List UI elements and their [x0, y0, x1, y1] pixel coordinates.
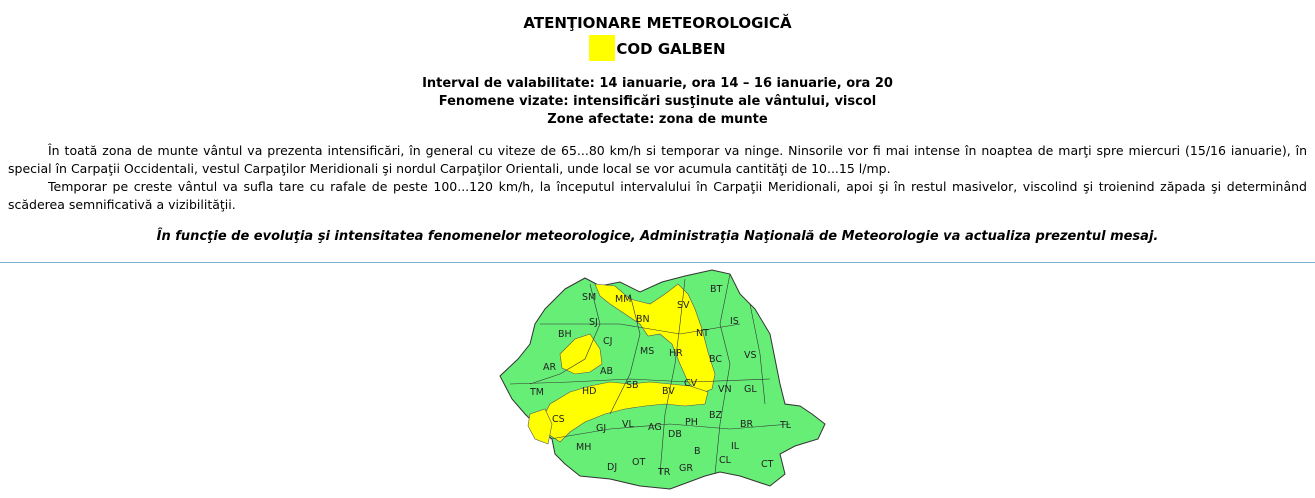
county-label: OT: [632, 457, 646, 468]
county-label: MM: [615, 294, 632, 305]
county-label: DJ: [607, 462, 618, 473]
warning-code-label: COD GALBEN: [616, 40, 726, 58]
county-label: TM: [530, 387, 544, 398]
warning-meta: [0, 75, 1315, 129]
warning-code: [0, 35, 1315, 61]
county-label: BR: [740, 419, 754, 430]
county-label: DB: [668, 429, 682, 440]
county-label: SJ: [589, 317, 598, 328]
county-label: AR: [543, 362, 557, 373]
yellow-code-swatch: [589, 35, 615, 61]
county-label: VS: [744, 350, 757, 361]
county-label: BZ: [709, 410, 723, 421]
county-label: BN: [636, 314, 650, 325]
county-label: MS: [640, 346, 655, 357]
county-label: BT: [710, 284, 723, 295]
county-label: MH: [576, 442, 592, 453]
county-label: CS: [552, 414, 565, 425]
county-label: VN: [718, 384, 732, 395]
county-label: IS: [730, 316, 739, 327]
county-label: GJ: [596, 423, 607, 434]
county-label: SB: [626, 380, 639, 391]
romania-warning-map: [490, 264, 830, 498]
county-label: SM: [582, 292, 597, 303]
county-label: NT: [696, 328, 709, 339]
update-note: În funcţie de evoluţia şi intensitatea fenomenelor meteorologice, Administraţia Naţională de Meteorologie va actualiza prezentul mesaj.: [156, 229, 1159, 244]
page-title: ATENŢIONARE METEOROLOGICĂ: [523, 14, 792, 32]
county-label: TR: [658, 467, 671, 478]
county-label: SV: [677, 300, 690, 311]
warning-description: [8, 142, 1307, 214]
paragraph: În toată zona de munte vântul va prezenta intensificări, în general cu viteze de 65...80 km/h si temporar va ninge. Ninsorile vor fi mai intense în noaptea de marţi spre miercuri (15/16 ianuarie), în special în Carpaţii Occidentali, vestul Carpaţilor Meridionali şi nordul Carpaţilor Orientali, unde local se vor acumula cantităţi de 10...15 l/mp.: [8, 143, 1307, 176]
county-label: BH: [558, 329, 572, 340]
county-label: AB: [600, 366, 614, 377]
validity-interval: Interval de valabilitate: 14 ianuarie, ora 14 – 16 ianuarie, ora 20: [422, 76, 893, 91]
divider: [0, 262, 1315, 263]
county-label: AG: [648, 422, 662, 433]
county-label: CL: [719, 455, 731, 466]
county-label: BC: [709, 354, 722, 365]
affected-zones: Zone afectate: zona de munte: [547, 112, 768, 127]
county-label: HD: [582, 386, 597, 397]
county-label: GL: [744, 384, 757, 395]
county-label: IL: [731, 441, 740, 452]
paragraph: Temporar pe creste vântul va sufla tare cu rafale de peste 100...120 km/h, la începutul intervalului în Carpaţii Meridionali, apoi şi în restul masivelor, viscolind şi troienind zăpada şi determinând scăderea semnificativă a vizibilităţii.: [8, 179, 1307, 212]
county-label: HR: [669, 348, 683, 359]
county-label: CJ: [603, 336, 613, 347]
county-label: PH: [685, 417, 698, 428]
county-label: CV: [684, 378, 698, 389]
phenomena: Fenomene vizate: intensificări susţinute ale vântului, viscol: [438, 94, 877, 109]
county-label: TL: [780, 420, 792, 431]
county-label: VL: [622, 419, 634, 430]
county-label: B: [694, 446, 701, 457]
county-label: CT: [761, 459, 774, 470]
county-label: BV: [662, 386, 675, 397]
county-label: GR: [679, 463, 693, 474]
